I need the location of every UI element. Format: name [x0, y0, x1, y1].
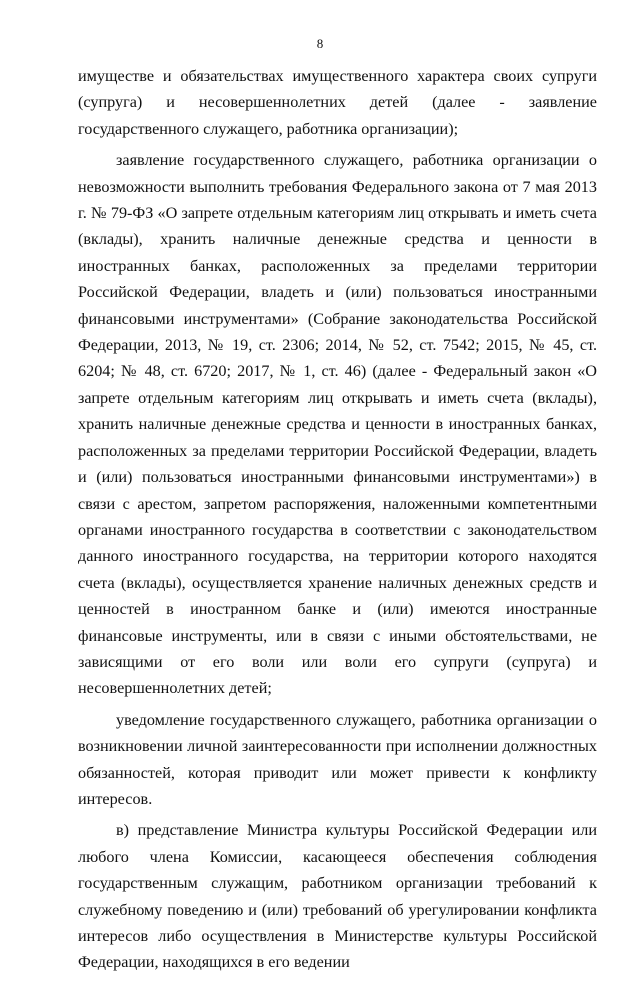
paragraph-conflict-notification: уведомление государственного служащего, работника организации о возникновении личной заинтересованности при исполнении должностных обязанностей, которая приводит или может привести к конфликту интересов. — [78, 710, 597, 808]
document-body — [78, 63, 597, 981]
page-number: 8 — [316, 36, 324, 51]
paragraph-impossibility-statement: заявление государственного служащего, работника организации о невозможности выполнить требования Федерального закона от 7 мая 2013 г. № 79-ФЗ «О запрете отдельным категориям лиц открывать и иметь счета (вклады), хранить наличные денежные средства и ценности в иностранных банках, расположенных за пределами территории Российской Федерации, владеть и (или) пользоваться иностранными финансовыми инструментами» (Собрание законодательства Российской Федерации, 2013, № 19, ст. 2306; 2014, № 52, ст. 7542; 2015, № 45, ст. 6204; № 48, ст. 6720; 2017, № 1, ст. 46) (далее - Федеральный закон «О запрете отдельным категориям лиц открывать и иметь счета (вклады), хранить наличные денежные средства и ценности в иностранных банках, расположенных за пределами территории Российской Федерации, владеть и (или) пользоваться иностранными финансовыми инструментами») в связи с арестом, запретом распоряжения, наложенными компетентными органами иностранного государства в соответствии с законодательством данного иностранного государства, на территории которого находятся счета (вклады), осуществляется хранение наличных денежных средств и ценностей в иностранном банке и (или) имеются иностранные финансовые инструменты, или в связи с иными обстоятельствами, не зависящими от его воли или воли его супруги (супруга) и несовершеннолетних детей; — [78, 151, 597, 698]
paragraph-minister-submission: в) представление Министра культуры Российской Федерации или любого члена Комиссии, касающееся обеспечения соблюдения государственным служащим, работником организации требований к служебному поведению и (или) требований об урегулировании конфликта интересов либо осуществления в Министерстве культуры Российской Федерации, находящихся в его ведении — [78, 821, 597, 972]
paragraph-declaration-continuation: имуществе и обязательствах имущественного характера своих супруги (супруга) и несовершеннолетних детей (далее - заявление государственного служащего, работника организации); — [78, 67, 597, 138]
